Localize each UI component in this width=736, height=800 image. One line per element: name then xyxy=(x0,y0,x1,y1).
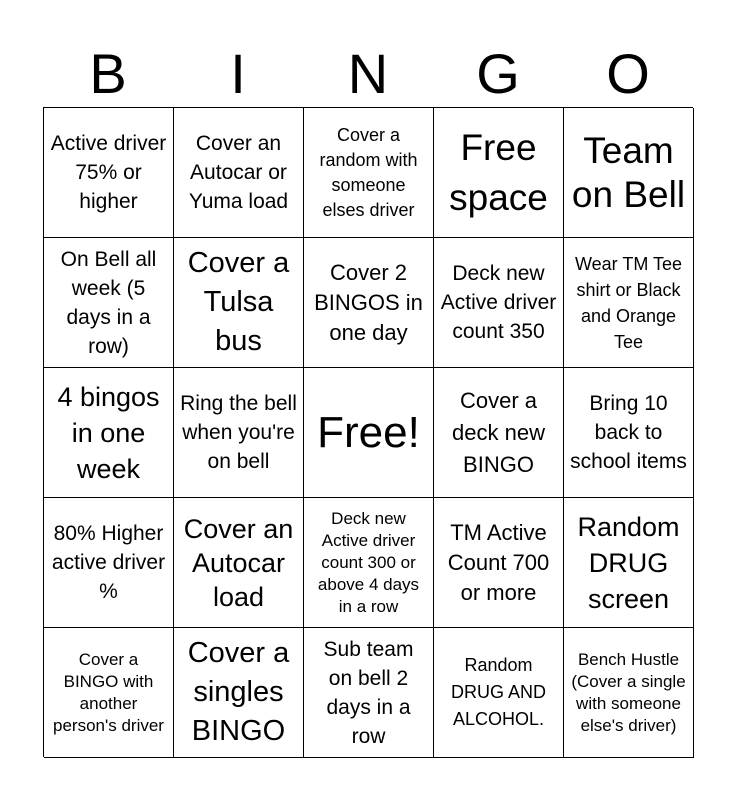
cell-text: Wear TM Tee shirt or Black and Orange Tee xyxy=(574,253,683,352)
bingo-cell-r3c1[interactable] xyxy=(44,368,174,498)
cell-text: Bench Hustle (Cover a single with someone else's driver) xyxy=(571,649,686,735)
cell-text: Cover 2 BINGOS in one day xyxy=(314,259,423,345)
cell-text: Cover a random with someone elses driver xyxy=(319,124,418,220)
cell-text: Cover a BINGO with another person's driver xyxy=(53,649,164,735)
bingo-cell-r1c5[interactable] xyxy=(564,108,694,238)
bingo-cell-r4c5[interactable] xyxy=(564,498,694,628)
cell-text: 4 bingos in one week xyxy=(57,381,160,484)
cell-text: Deck new Active driver count 350 xyxy=(440,262,557,343)
bingo-cell-r5c1[interactable] xyxy=(44,628,174,758)
header-letter-i: I xyxy=(230,42,246,105)
cell-text: Cover an Autocar or Yuma load xyxy=(188,132,289,213)
bingo-cell-r3c5[interactable] xyxy=(564,368,694,498)
cell-text: TM Active Count 700 or more xyxy=(447,519,550,605)
cell-text: Free space xyxy=(449,126,548,218)
cell-text: Cover a deck new BINGO xyxy=(452,387,545,477)
bingo-cell-r2c4[interactable] xyxy=(434,238,564,368)
cell-text: On Bell all week (5 days in a row) xyxy=(60,247,157,358)
cell-text: Cover a Tulsa bus xyxy=(187,247,290,357)
cell-text: Deck new Active driver count 300 or above 4 days in a row xyxy=(317,508,420,616)
bingo-cell-r4c3[interactable] xyxy=(304,498,434,628)
bingo-cell-r1c3[interactable] xyxy=(304,108,434,238)
cell-text: Ring the bell when you're on bell xyxy=(180,392,297,473)
bingo-cell-r5c3[interactable] xyxy=(304,628,434,758)
bingo-cell-r2c3[interactable] xyxy=(304,238,434,368)
header-letter-g: G xyxy=(476,42,520,105)
cell-text: Cover an Autocar load xyxy=(183,513,294,612)
cell-text: Cover a singles BINGO xyxy=(187,637,290,747)
bingo-cell-r4c1[interactable] xyxy=(44,498,174,628)
bingo-cell-r1c2[interactable] xyxy=(174,108,304,238)
bingo-cell-r2c2[interactable] xyxy=(174,238,304,368)
cell-text: Team on Bell xyxy=(571,129,686,215)
cell-text: Free! xyxy=(317,407,420,457)
bingo-cell-r2c5[interactable] xyxy=(564,238,694,368)
bingo-cell-r5c2[interactable] xyxy=(174,628,304,758)
cell-text: 80% Higher active driver % xyxy=(51,522,166,603)
header-letter-n: N xyxy=(347,42,389,105)
bingo-board xyxy=(43,107,693,757)
header-letter-b: B xyxy=(89,42,127,105)
bingo-cell-r1c4[interactable] xyxy=(434,108,564,238)
bingo-header xyxy=(43,40,693,108)
header-letter-o: O xyxy=(606,42,650,105)
bingo-cell-r3c2[interactable] xyxy=(174,368,304,498)
bingo-cell-r3c4[interactable] xyxy=(434,368,564,498)
bingo-cell-r4c2[interactable] xyxy=(174,498,304,628)
cell-text: Active driver 75% or higher xyxy=(50,132,167,213)
bingo-cell-r5c4[interactable] xyxy=(434,628,564,758)
bingo-cell-r1c1[interactable] xyxy=(44,108,174,238)
cell-text: Sub team on bell 2 days in a row xyxy=(323,637,414,748)
bingo-cell-r2c1[interactable] xyxy=(44,238,174,368)
cell-text: Random DRUG screen xyxy=(577,511,680,614)
cell-text: Random DRUG AND ALCOHOL. xyxy=(450,655,546,729)
bingo-cell-r3c3[interactable] xyxy=(304,368,434,498)
cell-text: Bring 10 back to school items xyxy=(570,392,687,473)
bingo-cell-r5c5[interactable] xyxy=(564,628,694,758)
bingo-cell-r4c4[interactable] xyxy=(434,498,564,628)
